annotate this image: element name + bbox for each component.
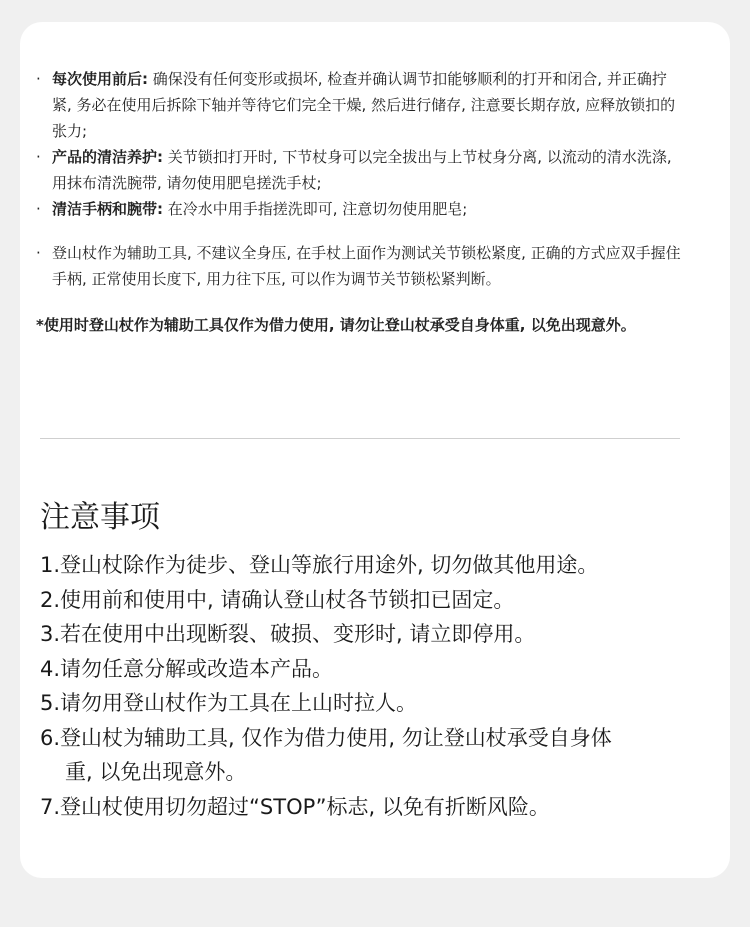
care-item-label: 每次使用前后: bbox=[52, 70, 148, 88]
care-item-cleaning bbox=[36, 144, 686, 196]
care-item-label: 清洁手柄和腕带: bbox=[52, 200, 163, 218]
care-item-handle-strap bbox=[36, 196, 686, 222]
precaution-item: 7.登山杖使用切勿超过“STOP”标志, 以免有折断风险。 bbox=[40, 794, 550, 819]
precaution-item: 1.登山杖除作为徒步、登山等旅行用途外, 切勿做其他用途。 bbox=[40, 553, 599, 577]
section-divider bbox=[40, 438, 680, 439]
precautions-title: 注意事项 bbox=[40, 500, 160, 535]
care-item-text: 在冷水中用手指搓洗即可, 注意切勿使用肥皂; bbox=[163, 200, 468, 218]
precaution-item-text: 6.登山杖为辅助工具, 仅作为借力使用, 勿让登山杖承受自身体 bbox=[40, 725, 612, 750]
bullet-dot: · bbox=[36, 148, 41, 166]
care-item-label: 产品的清洁养护: bbox=[52, 148, 163, 166]
precaution-item: 2.使用前和使用中, 请确认登山杖各节锁扣已固定。 bbox=[40, 587, 515, 612]
precautions-section bbox=[40, 498, 705, 824]
bullet-dot: · bbox=[36, 244, 41, 262]
care-item-text: 确保没有任何变形或损坏, 检查并确认调节扣能够顺利的打开和闭合, 并正确拧紧, 务必在使用后拆除下轴并等待它们完全干燥, 然后进行储存, 注意要长期存放, 应释放锁扣的张力; bbox=[52, 70, 676, 140]
care-item-text: 关节锁扣打开时, 下节杖身可以完全拔出与上节杖身分离, 以流动的清水洗涤, 用抹布清洗腕带, 请勿使用肥皂搓洗手杖; bbox=[52, 148, 672, 192]
precaution-item: 4.请勿任意分解或改造本产品。 bbox=[40, 656, 334, 681]
precaution-item: 5.请勿用登山杖作为工具在上山时拉人。 bbox=[40, 691, 418, 715]
care-item-before-after-use bbox=[36, 66, 686, 144]
care-instructions bbox=[36, 66, 686, 338]
warning-note: *使用时登山杖作为辅助工具仅作为借力使用, 请勿让登山杖承受自身体重, 以免出现意外。 bbox=[36, 316, 636, 334]
care-item-lock-test bbox=[36, 240, 686, 292]
precaution-item: 3.若在使用中出现断裂、破损、变形时, 请立即停用。 bbox=[40, 622, 536, 646]
bullet-dot: · bbox=[36, 200, 41, 218]
care-item-text: 登山杖作为辅助工具, 不建议全身压, 在手杖上面作为测试关节锁松紧度, 正确的方式应双手握住手柄, 正常使用长度下, 用力往下压, 可以作为调节关节锁松紧判断。 bbox=[52, 244, 681, 288]
precaution-item bbox=[40, 721, 705, 790]
bullet-dot: · bbox=[36, 70, 41, 88]
precaution-item-continuation: 重, 以免出现意外。 bbox=[65, 760, 247, 784]
